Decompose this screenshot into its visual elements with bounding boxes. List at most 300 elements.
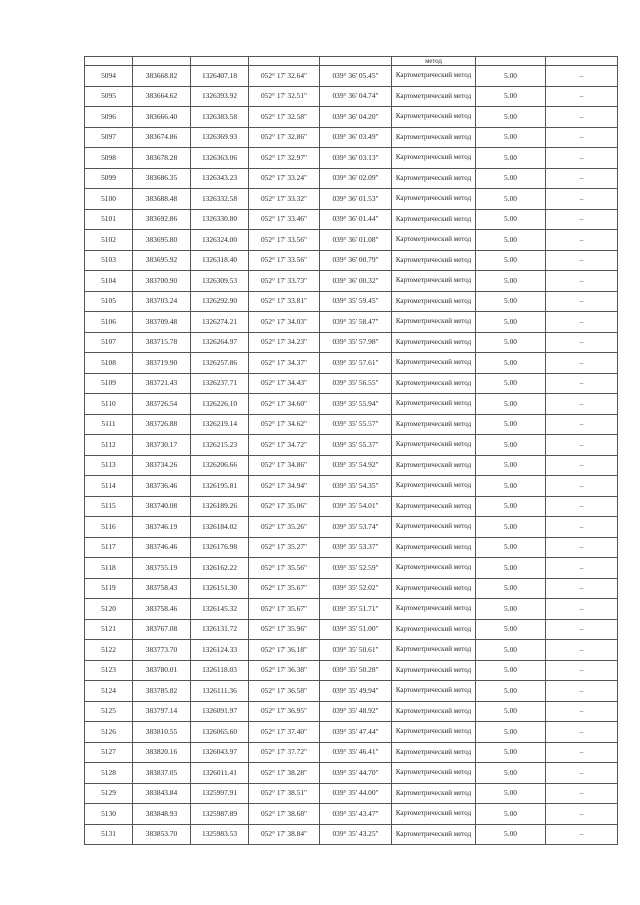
cell-point-number: 5115: [85, 496, 133, 517]
cell-accuracy: 5.00: [476, 271, 546, 292]
cell-y: 1326264.97: [191, 332, 249, 353]
cell-y: 1326043.97: [191, 742, 249, 763]
cell-method: Картометрический метод: [392, 250, 476, 271]
coordinates-table: [84, 56, 618, 845]
cell-method: Картометрический метод: [392, 558, 476, 579]
cell-latitude: 052° 17' 35.67": [249, 599, 320, 620]
cell-method: Картометрический метод: [392, 701, 476, 722]
cell-x: 383695.80: [133, 230, 191, 251]
cell-note: –: [546, 373, 618, 394]
cell-method: Картометрический метод: [392, 312, 476, 333]
cell-longitude: 039° 35' 52.02": [320, 578, 392, 599]
cell-accuracy: 5.00: [476, 701, 546, 722]
cell-note: –: [546, 271, 618, 292]
cell-method: Картометрический метод: [392, 783, 476, 804]
cell-longitude: 039° 35' 48.92": [320, 701, 392, 722]
cell-accuracy: 5.00: [476, 722, 546, 743]
cell-accuracy: 5.00: [476, 127, 546, 148]
cell-note: –: [546, 230, 618, 251]
cell-point-number: 5120: [85, 599, 133, 620]
cell-accuracy: 5.00: [476, 681, 546, 702]
cell-method: Картометрический метод: [392, 353, 476, 374]
cell-method: Картометрический метод: [392, 209, 476, 230]
cell-method: Картометрический метод: [392, 291, 476, 312]
cell-note: –: [546, 127, 618, 148]
cell-y: 1326151.30: [191, 578, 249, 599]
cell-point-number: 5103: [85, 250, 133, 271]
cell-note: –: [546, 824, 618, 845]
cell-latitude: 052° 17' 33.56": [249, 250, 320, 271]
cell-latitude: 052° 17' 38.51": [249, 783, 320, 804]
cell-longitude: [320, 57, 392, 66]
cell-longitude: 039° 35' 46.41": [320, 742, 392, 763]
cell-point-number: 5101: [85, 209, 133, 230]
cell-x: 383709.48: [133, 312, 191, 333]
cell-latitude: 052° 17' 36.18": [249, 640, 320, 661]
cell-accuracy: [476, 57, 546, 66]
cell-longitude: 039° 36' 01.08": [320, 230, 392, 251]
cell-y: 1326332.58: [191, 189, 249, 210]
cell-y: 1325983.53: [191, 824, 249, 845]
table-row: [85, 763, 618, 784]
cell-y: 1326184.02: [191, 517, 249, 538]
cell-y: 1326176.98: [191, 537, 249, 558]
cell-latitude: 052° 17' 38.84": [249, 824, 320, 845]
cell-longitude: 039° 36' 04.20": [320, 107, 392, 128]
table-row: [85, 312, 618, 333]
cell-accuracy: 5.00: [476, 86, 546, 107]
cell-point-number: 5121: [85, 619, 133, 640]
cell-latitude: 052° 17' 33.46": [249, 209, 320, 230]
cell-x: 383797.14: [133, 701, 191, 722]
cell-point-number: 5107: [85, 332, 133, 353]
cell-latitude: 052° 17' 33.24": [249, 168, 320, 189]
cell-note: –: [546, 619, 618, 640]
cell-latitude: 052° 17' 35.56": [249, 558, 320, 579]
table-row: [85, 332, 618, 353]
cell-accuracy: 5.00: [476, 824, 546, 845]
cell-latitude: 052° 17' 33.56": [249, 230, 320, 251]
cell-latitude: 052° 17' 37.72": [249, 742, 320, 763]
cell-latitude: 052° 17' 38.68": [249, 804, 320, 825]
cell-y: 1326011.41: [191, 763, 249, 784]
cell-note: –: [546, 189, 618, 210]
table-row: [85, 578, 618, 599]
cell-method: Картометрический метод: [392, 332, 476, 353]
cell-point-number: 5112: [85, 435, 133, 456]
cell-longitude: 039° 35' 57.98": [320, 332, 392, 353]
cell-method: Картометрический метод: [392, 763, 476, 784]
cell-point-number: 5099: [85, 168, 133, 189]
cell-accuracy: 5.00: [476, 230, 546, 251]
cell-accuracy: 5.00: [476, 578, 546, 599]
cell-longitude: 039° 35' 50.61": [320, 640, 392, 661]
table-row: [85, 599, 618, 620]
cell-accuracy: 5.00: [476, 619, 546, 640]
cell-point-number: 5100: [85, 189, 133, 210]
cell-accuracy: 5.00: [476, 209, 546, 230]
cell-note: –: [546, 86, 618, 107]
cell-latitude: 052° 17' 35.26": [249, 517, 320, 538]
cell-method: Картометрический метод: [392, 148, 476, 169]
cell-note: –: [546, 353, 618, 374]
cell-note: –: [546, 578, 618, 599]
cell-x: 383755.19: [133, 558, 191, 579]
cell-longitude: 039° 35' 57.61": [320, 353, 392, 374]
cell-longitude: 039° 35' 49.94": [320, 681, 392, 702]
cell-accuracy: 5.00: [476, 291, 546, 312]
table-row: [85, 476, 618, 497]
cell-longitude: 039° 35' 55.37": [320, 435, 392, 456]
cell-note: –: [546, 476, 618, 497]
cell-longitude: 039° 35' 52.59": [320, 558, 392, 579]
cell-point-number: 5109: [85, 373, 133, 394]
cell-note: –: [546, 291, 618, 312]
cell-latitude: 052° 17' 38.28": [249, 763, 320, 784]
cell-latitude: 052° 17' 34.03": [249, 312, 320, 333]
cell-longitude: 039° 35' 59.45": [320, 291, 392, 312]
cell-longitude: 039° 36' 00.79": [320, 250, 392, 271]
cell-y: 1326091.97: [191, 701, 249, 722]
cell-accuracy: 5.00: [476, 455, 546, 476]
cell-note: –: [546, 722, 618, 743]
cell-accuracy: 5.00: [476, 189, 546, 210]
cell-y: 1326189.26: [191, 496, 249, 517]
cell-method: Картометрический метод: [392, 660, 476, 681]
cell-note: –: [546, 394, 618, 415]
cell-point-number: 5129: [85, 783, 133, 804]
cell-x: 383767.08: [133, 619, 191, 640]
cell-point-number: 5125: [85, 701, 133, 722]
cell-method: Картометрический метод: [392, 537, 476, 558]
cell-point-number: 5117: [85, 537, 133, 558]
cell-y: 1326324.00: [191, 230, 249, 251]
cell-y: 1325997.91: [191, 783, 249, 804]
cell-point-number: 5096: [85, 107, 133, 128]
cell-accuracy: 5.00: [476, 496, 546, 517]
table-row: [85, 373, 618, 394]
cell-x: 383758.43: [133, 578, 191, 599]
cell-accuracy: 5.00: [476, 435, 546, 456]
cell-longitude: 039° 36' 05.45": [320, 66, 392, 87]
cell-longitude: 039° 35' 53.37": [320, 537, 392, 558]
table-row: [85, 250, 618, 271]
cell-y: 1326124.33: [191, 640, 249, 661]
cell-point-number: 5123: [85, 660, 133, 681]
cell-longitude: 039° 36' 02.09": [320, 168, 392, 189]
cell-point-number: 5126: [85, 722, 133, 743]
cell-accuracy: 5.00: [476, 640, 546, 661]
cell-accuracy: 5.00: [476, 763, 546, 784]
cell-point-number: 5097: [85, 127, 133, 148]
cell-y: 1326131.72: [191, 619, 249, 640]
cell-point-number: 5113: [85, 455, 133, 476]
table-row: [85, 496, 618, 517]
cell-method: Картометрический метод: [392, 455, 476, 476]
table-row: [85, 455, 618, 476]
cell-method: Картометрический метод: [392, 66, 476, 87]
cell-accuracy: 5.00: [476, 599, 546, 620]
cell-point-number: 5105: [85, 291, 133, 312]
cell-latitude: 052° 17' 34.94": [249, 476, 320, 497]
table-row: [85, 722, 618, 743]
table-row: [85, 681, 618, 702]
cell-x: 383810.55: [133, 722, 191, 743]
table-row: [85, 353, 618, 374]
cell-y: 1326330.80: [191, 209, 249, 230]
cell-x: 383668.82: [133, 66, 191, 87]
table-row: [85, 209, 618, 230]
cell-latitude: 052° 17' 34.23": [249, 332, 320, 353]
cell-method: Картометрический метод: [392, 681, 476, 702]
cell-x: 383837.05: [133, 763, 191, 784]
cell-latitude: 052° 17' 34.86": [249, 455, 320, 476]
cell-y: 1326309.53: [191, 271, 249, 292]
cell-latitude: 052° 17' 32.51": [249, 86, 320, 107]
cell-method: Картометрический метод: [392, 373, 476, 394]
table-row: [85, 824, 618, 845]
cell-accuracy: 5.00: [476, 537, 546, 558]
cell-x: 383820.16: [133, 742, 191, 763]
cell-method: Картометрический метод: [392, 517, 476, 538]
table-row: [85, 660, 618, 681]
cell-x: 383734.26: [133, 455, 191, 476]
cell-y: 1326274.21: [191, 312, 249, 333]
table-row: [85, 107, 618, 128]
cell-method: Картометрический метод: [392, 127, 476, 148]
cell-point-number: 5116: [85, 517, 133, 538]
cell-latitude: 052° 17' 32.97": [249, 148, 320, 169]
cell-latitude: 052° 17' 35.67": [249, 578, 320, 599]
cell-y: 1325987.89: [191, 804, 249, 825]
cell-y: 1326219.14: [191, 414, 249, 435]
cell-accuracy: 5.00: [476, 373, 546, 394]
cell-accuracy: 5.00: [476, 414, 546, 435]
cell-note: –: [546, 804, 618, 825]
cell-method: Картометрический метод: [392, 619, 476, 640]
table-row: [85, 435, 618, 456]
cell-y: 1326215.23: [191, 435, 249, 456]
cell-x: 383843.84: [133, 783, 191, 804]
cell-x: 383746.19: [133, 517, 191, 538]
cell-latitude: [249, 57, 320, 66]
cell-point-number: 5108: [85, 353, 133, 374]
cell-point-number: 5131: [85, 824, 133, 845]
cell-accuracy: 5.00: [476, 353, 546, 374]
table-row: [85, 783, 618, 804]
table-row: [85, 742, 618, 763]
cell-note: [546, 57, 618, 66]
cell-y: 1326363.06: [191, 148, 249, 169]
table-row: [85, 271, 618, 292]
cell-x: 383700.90: [133, 271, 191, 292]
cell-note: –: [546, 763, 618, 784]
table-row: [85, 537, 618, 558]
cell-y: 1326318.40: [191, 250, 249, 271]
cell-method: Картометрический метод: [392, 578, 476, 599]
cell-point-number: 5127: [85, 742, 133, 763]
cell-method: Картометрический метод: [392, 435, 476, 456]
cell-note: –: [546, 209, 618, 230]
cell-accuracy: 5.00: [476, 660, 546, 681]
cell-note: –: [546, 312, 618, 333]
cell-x: 383721.43: [133, 373, 191, 394]
cell-latitude: 052° 17' 33.73": [249, 271, 320, 292]
cell-accuracy: 5.00: [476, 558, 546, 579]
cell-method: Картометрический метод: [392, 86, 476, 107]
cell-longitude: 039° 35' 44.70": [320, 763, 392, 784]
cell-method: Картометрический метод: [392, 804, 476, 825]
cell-latitude: 052° 17' 34.60": [249, 394, 320, 415]
cell-longitude: 039° 36' 03.49": [320, 127, 392, 148]
cell-x: 383773.70: [133, 640, 191, 661]
cell-latitude: 052° 17' 33.32": [249, 189, 320, 210]
table-row: [85, 701, 618, 722]
cell-y: 1326162.22: [191, 558, 249, 579]
cell-longitude: 039° 36' 01.44": [320, 209, 392, 230]
cell-y: 1326407.18: [191, 66, 249, 87]
cell-point-number: 5110: [85, 394, 133, 415]
cell-x: 383848.93: [133, 804, 191, 825]
cell-point-number: 5111: [85, 414, 133, 435]
cell-note: –: [546, 107, 618, 128]
cell-x: 383666.40: [133, 107, 191, 128]
cell-method: метод: [392, 57, 476, 66]
cell-point-number: 5118: [85, 558, 133, 579]
cell-point-number: 5114: [85, 476, 133, 497]
cell-method: Картометрический метод: [392, 722, 476, 743]
table-row: [85, 168, 618, 189]
cell-method: Картометрический метод: [392, 496, 476, 517]
cell-method: Картометрический метод: [392, 824, 476, 845]
cell-latitude: 052° 17' 35.06": [249, 496, 320, 517]
table-row: [85, 148, 618, 169]
cell-longitude: 039° 36' 03.13": [320, 148, 392, 169]
cell-note: –: [546, 783, 618, 804]
cell-method: Картометрический метод: [392, 742, 476, 763]
cell-point-number: 5106: [85, 312, 133, 333]
cell-point-number: 5094: [85, 66, 133, 87]
table-row-continued: [85, 57, 618, 66]
cell-method: Картометрический метод: [392, 640, 476, 661]
cell-x: 383664.62: [133, 86, 191, 107]
cell-x: 383758.46: [133, 599, 191, 620]
table-row: [85, 804, 618, 825]
cell-y: 1326065.60: [191, 722, 249, 743]
cell-latitude: 052° 17' 32.58": [249, 107, 320, 128]
cell-note: –: [546, 742, 618, 763]
table-row: [85, 414, 618, 435]
cell-accuracy: 5.00: [476, 66, 546, 87]
cell-longitude: 039° 35' 43.47": [320, 804, 392, 825]
cell-method: Картометрический метод: [392, 168, 476, 189]
cell-point-number: 5128: [85, 763, 133, 784]
table-row: [85, 640, 618, 661]
cell-note: –: [546, 168, 618, 189]
cell-x: 383674.86: [133, 127, 191, 148]
cell-x: 383695.92: [133, 250, 191, 271]
cell-x: 383719.90: [133, 353, 191, 374]
table-row: [85, 127, 618, 148]
cell-longitude: 039° 35' 44.00": [320, 783, 392, 804]
cell-y: 1326257.86: [191, 353, 249, 374]
cell-y: 1326237.71: [191, 373, 249, 394]
cell-point-number: 5104: [85, 271, 133, 292]
cell-accuracy: 5.00: [476, 742, 546, 763]
cell-latitude: 052° 17' 37.40": [249, 722, 320, 743]
table-row: [85, 189, 618, 210]
cell-y: 1326206.66: [191, 455, 249, 476]
cell-y: 1326145.32: [191, 599, 249, 620]
table-row: [85, 517, 618, 538]
cell-y: 1326369.93: [191, 127, 249, 148]
cell-x: 383746.46: [133, 537, 191, 558]
table-row: [85, 66, 618, 87]
cell-y: 1326226.10: [191, 394, 249, 415]
cell-x: 383686.35: [133, 168, 191, 189]
cell-accuracy: 5.00: [476, 394, 546, 415]
cell-note: –: [546, 332, 618, 353]
table-row: [85, 394, 618, 415]
cell-note: –: [546, 66, 618, 87]
cell-longitude: 039° 35' 43.25": [320, 824, 392, 845]
cell-point-number: 5124: [85, 681, 133, 702]
cell-y: 1326118.03: [191, 660, 249, 681]
cell-note: –: [546, 640, 618, 661]
cell-latitude: 052° 17' 34.37": [249, 353, 320, 374]
cell-method: Картометрический метод: [392, 189, 476, 210]
cell-point-number: 5095: [85, 86, 133, 107]
table-row: [85, 558, 618, 579]
cell-accuracy: 5.00: [476, 250, 546, 271]
cell-method: Картометрический метод: [392, 107, 476, 128]
cell-x: 383853.70: [133, 824, 191, 845]
cell-x: 383703.24: [133, 291, 191, 312]
cell-latitude: 052° 17' 32.64": [249, 66, 320, 87]
cell-point-number: 5102: [85, 230, 133, 251]
cell-latitude: 052° 17' 36.95": [249, 701, 320, 722]
cell-x: 383785.82: [133, 681, 191, 702]
cell-longitude: 039° 35' 56.55": [320, 373, 392, 394]
cell-longitude: 039° 35' 51.00": [320, 619, 392, 640]
cell-latitude: 052° 17' 34.72": [249, 435, 320, 456]
cell-y: 1326111.36: [191, 681, 249, 702]
cell-accuracy: 5.00: [476, 476, 546, 497]
cell-longitude: 039° 36' 01.53": [320, 189, 392, 210]
cell-note: –: [546, 558, 618, 579]
cell-method: Картометрический метод: [392, 414, 476, 435]
cell-longitude: 039° 36' 00.32": [320, 271, 392, 292]
cell-note: –: [546, 250, 618, 271]
cell-x: 383715.78: [133, 332, 191, 353]
cell-longitude: 039° 35' 54.92": [320, 455, 392, 476]
cell-method: Картометрический метод: [392, 476, 476, 497]
cell-latitude: 052° 17' 36.38": [249, 660, 320, 681]
cell-point-number: 5119: [85, 578, 133, 599]
cell-accuracy: 5.00: [476, 517, 546, 538]
table-body: [85, 57, 618, 845]
cell-longitude: 039° 35' 47.44": [320, 722, 392, 743]
cell-latitude: 052° 17' 34.43": [249, 373, 320, 394]
cell-note: –: [546, 455, 618, 476]
cell-x: 383780.01: [133, 660, 191, 681]
cell-longitude: 039° 36' 04.74": [320, 86, 392, 107]
cell-point-number: [85, 57, 133, 66]
cell-note: –: [546, 517, 618, 538]
cell-y: 1326195.81: [191, 476, 249, 497]
cell-longitude: 039° 35' 54.01": [320, 496, 392, 517]
cell-y: 1326343.23: [191, 168, 249, 189]
